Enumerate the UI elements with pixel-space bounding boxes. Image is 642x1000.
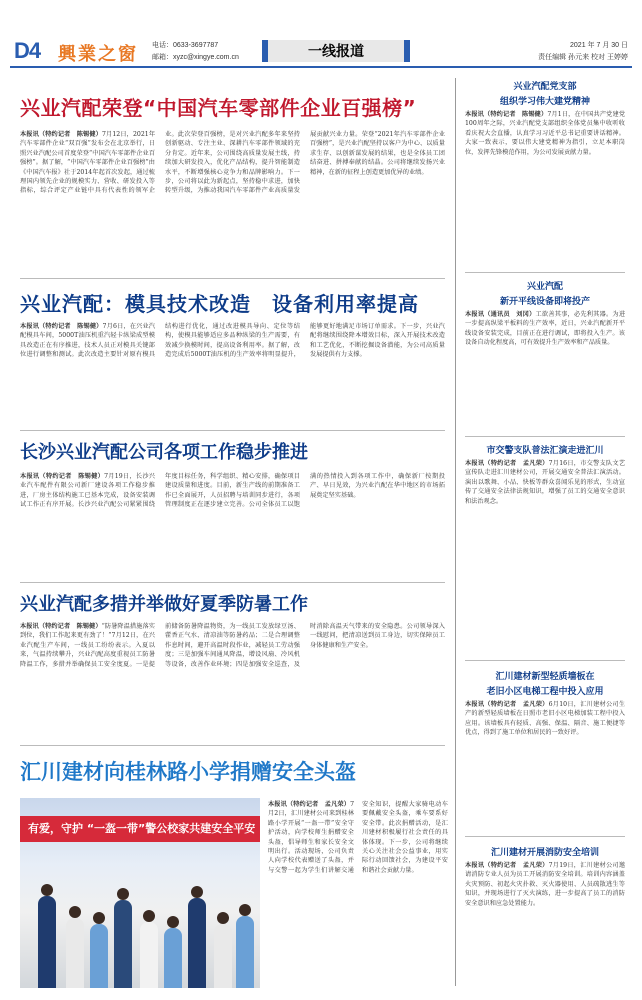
photo-person xyxy=(38,896,56,988)
email-address: 邮箱：xyzc@xingye.com.cn xyxy=(152,54,239,61)
phone-number: 电话：0633-3697787 xyxy=(152,42,219,49)
article-lead: 本报讯（特约记者 陈锡健） xyxy=(20,473,105,480)
side-headline: 市交警支队普法汇演走进汇川 xyxy=(486,446,604,456)
photo-person xyxy=(164,928,182,988)
side-article-fire-training xyxy=(465,846,625,908)
article-divider xyxy=(20,745,445,746)
photo-person xyxy=(188,898,206,988)
side-headline: 兴业汽配党支部 组织学习伟大建党精神 xyxy=(499,82,590,107)
article-body-helmet-donation xyxy=(268,800,448,990)
photo-person xyxy=(236,916,254,988)
contact-info xyxy=(152,40,239,64)
helmet-donation-photo xyxy=(20,798,260,988)
article-divider xyxy=(465,660,625,661)
column-divider xyxy=(455,78,456,986)
masthead xyxy=(0,0,642,64)
side-body xyxy=(465,700,625,738)
article-divider xyxy=(465,436,625,437)
article-headline-top100: 兴业汽配荣登“中国汽车零部件企业百强榜” xyxy=(20,96,417,120)
article-headline-heat-prevention: 兴业汽配多措并举做好夏季防暑工作 xyxy=(20,594,308,615)
side-article-wallboard xyxy=(465,670,625,738)
photo-person xyxy=(90,924,108,988)
article-body-mold-upgrade xyxy=(20,322,445,424)
issue-date: 2021 年 7 月 30 日 xyxy=(570,42,628,49)
article-text: “防暑降温措施落实到位，我们工作起来更有劲了！”7月12日，在兴业汽配生产车间，一线员工纷纷表示。入夏以来，气温持续攀升，兴业汽配高度重视员工防暑降温工作，多措并举确保员工安全度夏。一是提前储备防暑降温物资，为一线员工发放绿豆汤、藿香正气水、清凉油等防暑药品；二是合理调整作息时间，避开高温时段作业，减轻员工劳动强度；三是加强车间通风降温，增设风扇、冷风机等设备，改善作业环境；四是加强安全巡查，及时消除高温天气带来的安全隐患。公司领导深入一线慰问，把清凉送到员工身边，切实保障员工身体健康和生产安全。 xyxy=(20,623,445,668)
editor-credits: 责任编辑 孙元来 校对 王婷婷 xyxy=(538,54,628,61)
article-headline-helmet-donation: 汇川建材向桂林路小学捐赠安全头盔 xyxy=(20,760,356,784)
newspaper-brand-logo: 興業之窗 xyxy=(58,44,138,65)
article-lead: 本报讯（特约记者 陈锡健） xyxy=(20,623,102,630)
article-lead: 本报讯（特约记者 陈锡健） xyxy=(20,131,102,138)
article-text: 7月1日，在中国共产党建党100周年之际，兴业汽配党支部组织全体党员集中收听收看庆祝大会直播，认真学习习近平总书记重要讲话精神。大家一致表示，要以伟大建党精神为指引，立足本职岗位，发挥先锋模范作用，为公司发展贡献力量。 xyxy=(465,111,626,156)
photo-person xyxy=(66,918,84,988)
side-headline: 兴业汽配 新开平线设备即将投产 xyxy=(499,282,590,307)
masthead-rule xyxy=(10,66,632,68)
side-article-leveling-line xyxy=(465,280,625,348)
article-lead: 本报讯（特约记者 孟凡荣） xyxy=(465,701,549,708)
side-body xyxy=(465,310,625,348)
section-title: 一线报道 xyxy=(262,40,410,62)
side-body xyxy=(465,459,625,506)
article-divider xyxy=(20,582,445,583)
article-headline-mold-upgrade: 兴业汽配：模具技术改造 设备利用率提高 xyxy=(20,292,419,316)
article-divider xyxy=(465,272,625,273)
article-text: 7月2日，汇川建材公司来到桂林路小学开展“一盔一带”安全守护活动，向学校师生捐赠安全头盔，倡导师生和家长安全文明出行。活动现场，公司负责人向学校代表赠送了头盔，并与交警一起为学生们讲解交通安全知识，提醒大家骑电动车要佩戴安全头盔，乘车要系好安全带。此次捐赠活动，是汇川建材积极履行社会责任的具体体现。下一步，公司将继续关心关注社会公益事业，用实际行动回馈社会，为建设平安和谐社会贡献力量。 xyxy=(268,801,448,874)
article-divider xyxy=(20,278,445,279)
article-body-top100 xyxy=(20,130,445,270)
article-lead: 本报讯（通讯员 刘冈） xyxy=(465,311,536,318)
photo-person xyxy=(114,900,132,988)
article-lead: 本报讯（特约记者 陈锡健） xyxy=(465,111,548,118)
article-divider xyxy=(20,430,445,431)
photo-person xyxy=(214,924,232,988)
article-text: 7月12日，2021年汽车零部件企业“双百强”发布会在北京举行，日照兴业汽配公司首度荣登“中国汽车零部件企业百强榜”。据了解，“中国汽车零部件企业百强榜”由《中国汽车报》社于2014年起首次发起，通过梳理国内领先企业的规模实力、营收、研发投入等指标，综合评定产业链中具有代表性的领军企业。此次荣登百强榜，是对兴业汽配多年来坚持创新驱动、专注主业、深耕汽车零部件领域的充分肯定。近年来，公司围绕高质量发展主线，持续加大研发投入，优化产品结构，提升智能制造水平，不断增强核心竞争力和品牌影响力。下一步，公司将以此为新起点，坚持稳中求进，加快转型升级，为推动我国汽车零部件产业高质量发展贡献兴业力量。荣登“2021年汽车零部件企业百强榜”，是兴业汽配坚持以客户为中心、以质量求生存、以创新谋发展的结果，也是全体员工团结奋进、拼搏奉献的结晶。公司将继续发扬兴业精神，在新的征程上创造更加优异的业绩。 xyxy=(20,131,445,195)
article-body-heat-prevention xyxy=(20,622,445,732)
side-headline: 汇川建材开展消防安全培训 xyxy=(490,848,599,858)
side-body xyxy=(465,110,625,157)
article-text: 7月19日，长沙兴业汽车配件有限公司新厂建设各项工作稳步推进，厂房主体结构施工已基本完成，设备安装调试工作正有序开展。长沙兴业汽配公司紧紧围绕年度目标任务，科学组织、精心安排，确保项目建设质量和进度。目前，新生产线的前期准备工作已全面展开，人员招聘与培训同步进行，各项管理制度正在逐步建立完善。公司全体员工以饱满的热情投入到各项工作中，确保新厂按期投产、早日见效，为兴业汽配在华中地区的市场拓展奠定坚实基础。 xyxy=(20,473,445,509)
side-article-party-study xyxy=(465,80,625,157)
article-lead: 本报讯（特约记者 陈锡健） xyxy=(20,323,103,330)
article-text: 6月10日，汇川建材公司生产的新型轻质墙板在日照市老旧小区电梯加装工程中投入应用。该墙板具有轻质、高强、保温、隔音、施工便捷等优点，得到了施工单位和居民的一致好评。 xyxy=(465,701,626,737)
photo-person xyxy=(140,922,158,988)
issue-info xyxy=(538,40,628,64)
article-text: 工欲善其事，必先利其器。为进一步提高纵梁平板料的生产效率，近日，兴业汽配新开平线设备安装完成，目前正在进行调试，即将投入生产。该设备自动化程度高，可有效提升生产效率和产品质量。 xyxy=(465,311,626,347)
article-divider xyxy=(465,836,625,837)
side-article-traffic-law xyxy=(465,444,625,506)
article-lead: 本报讯（特约记者 孟凡荣） xyxy=(465,862,549,869)
article-lead: 本报讯（特约记者 孟凡荣） xyxy=(268,801,351,808)
photo-banner: 有爱，守护 “一盔一带”警公校家共建安全平安 xyxy=(20,816,260,842)
side-headline: 汇川建材新型轻质墙板在 老旧小区电梯工程中投入应用 xyxy=(486,672,604,697)
article-text: 7月16日，市交警支队文艺宣传队走进汇川建材公司，开展交通安全普法汇演活动。演出以歌舞、小品、快板等群众喜闻乐见的形式，生动宣传了交通安全法律法规知识，增强了员工的交通安全意识和法治观念。 xyxy=(465,460,626,505)
page-number: D4 xyxy=(14,38,41,63)
article-text: 7月19日，汇川建材公司邀请消防专业人员为员工开展消防安全培训。培训内容涵盖火灾预防、初起火灾扑救、灭火器使用、人员疏散逃生等知识，并现场进行了灭火演练，进一步提高了员工的消防安全意识和应急处置能力。 xyxy=(465,862,626,907)
article-headline-changsha: 长沙兴业汽配公司各项工作稳步推进 xyxy=(20,442,308,463)
article-text: 7月6日，在兴业汽配模具车间，5000T油压机重汽轻卡纵梁成型模具改造正在有序推进，技术人员正对模具关键部位进行调整和测试。此次改造主要针对原有模具结构进行优化，通过改进模具导向、定位等结构，使模具能够适应多品种纵梁的生产需要，有效减少换模时间，提高设备利用率。据了解，改造完成后5000T油压机的生产效率将明显提升，能够更好地满足市场订单需求。下一步，兴业汽配将继续围绕降本增效目标，深入开展技术改造和工艺优化，不断挖掘设备潜能，为公司高质量发展提供有力支撑。 xyxy=(20,323,445,359)
article-lead: 本报讯（特约记者 孟凡荣） xyxy=(465,460,549,467)
side-body xyxy=(465,861,625,908)
article-body-changsha xyxy=(20,472,445,572)
